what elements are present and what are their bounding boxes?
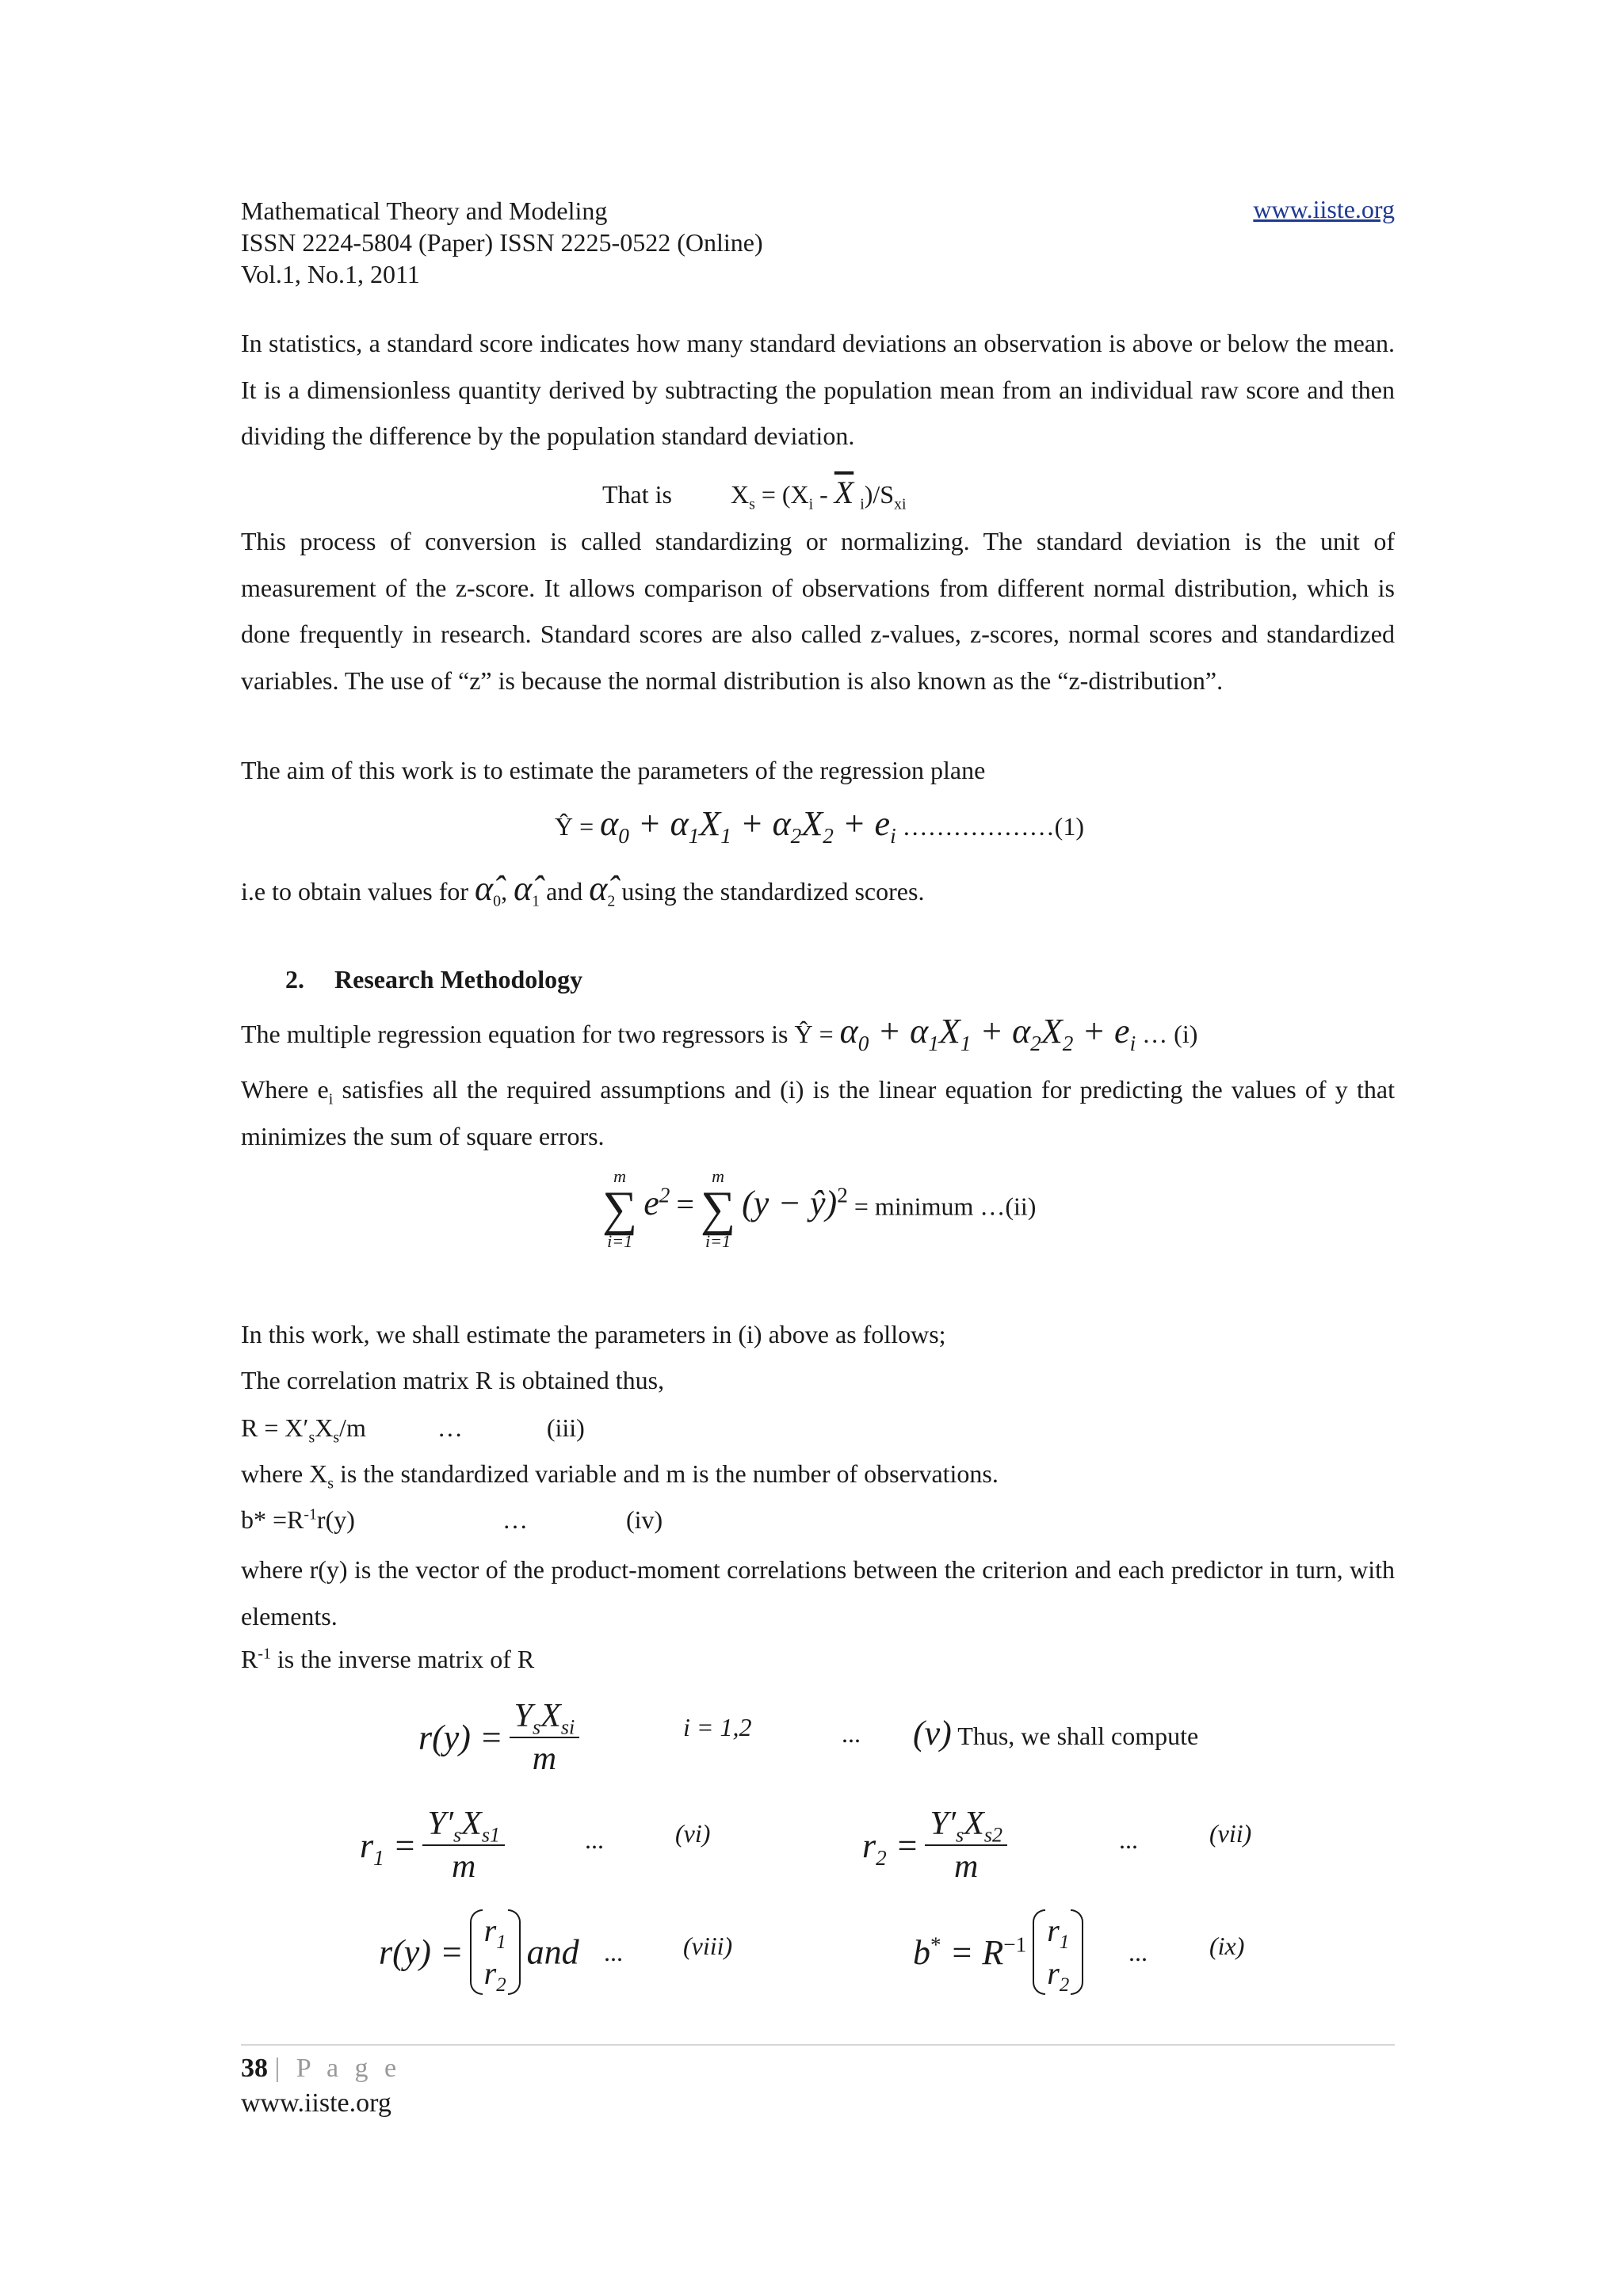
paragraph-obtain-values: i.e to obtain values for $\alphâ_0$, $\alphâ_1$ and $\alphâ_2$ using the standardized scores. xyxy=(241,869,925,910)
equation-8: r(y) = $r_1$ $r_2$ and xyxy=(379,1909,579,1995)
paragraph-standardized-variable: where $X_s$ is the standardized variable and m is the number of observations. xyxy=(241,1459,999,1493)
equation-9: $b^* = R^{-1}$ $r_1$ $r_2$ xyxy=(913,1909,1083,1995)
equation-5: r(y) = $\frac{Y_sX_{si}}{m}$ xyxy=(418,1695,579,1779)
equation-2: m ∑ i=1 $e^2$ = m ∑ i=1 (y − ŷ)$^2$ = minimum …(ii) xyxy=(602,1166,1037,1251)
paragraph-standardizing: This process of conversion is called standardizing or normalizing. The standard deviation is the unit of measurement of the z-score. It allows comparison of observations from different normal distribution, which is done frequently in research. Standard scores are also called z-values, z-scores, normal scores and standardized variables. The use of “z” is because the normal distribution is also known as the “z-distribution”. xyxy=(241,527,1395,695)
header-website-link[interactable]: www.iiste.org xyxy=(1253,195,1395,223)
paragraph-estimate-parameters: In this work, we shall estimate the parameters in (i) above as follows; xyxy=(241,1320,946,1348)
paragraph-product-moment: where r(y) is the vector of the product-moment correlations between the criterion and each predictor in turn, with elements. xyxy=(241,1555,1395,1630)
paragraph-standard-score: In statistics, a standard score indicates how many standard deviations an observation is above or below the mean. It is a dimensionless quantity derived by subtracting the population mean from an individual raw score and then dividing the difference by the population standard deviation. xyxy=(241,329,1395,450)
equation-5-dots: ... xyxy=(842,1719,861,1748)
paragraph-aim: The aim of this work is to estimate the parameters of the regression plane xyxy=(241,756,986,784)
equation-9-dots: ... xyxy=(1128,1938,1148,1966)
journal-volume: Vol.1, No.1, 2011 xyxy=(241,260,420,288)
standardization-equation: That is $X_s = (X_i - \overline{X}$ $_i)/S_{xi}$ xyxy=(602,475,907,513)
equation-8-tag: (viii) xyxy=(683,1932,733,1960)
equation-1-tag: ………………(1) xyxy=(902,812,1084,841)
equation-7-dots: ... xyxy=(1119,1825,1138,1854)
journal-issn: ISSN 2224-5804 (Paper) ISSN 2225-0522 (Online) xyxy=(241,228,763,257)
equation-1: Ŷ = $\alpha_0 + \alpha_1X_1 + \alpha_2X_2 + e_i$ ………………(1) xyxy=(555,804,1084,848)
equation-5-index: i = 1,2 xyxy=(683,1713,752,1741)
section-heading-research-methodology: 2. Research Methodology xyxy=(285,965,583,994)
equation-6-tag: (vi) xyxy=(675,1819,711,1848)
equation-5-row: (v) Thus, we shall compute xyxy=(913,1714,1199,1753)
footer-website[interactable]: www.iiste.org xyxy=(241,2088,391,2118)
paragraph-correlation-matrix: The correlation matrix R is obtained thus, xyxy=(241,1366,665,1394)
equation-6: $r_1$ = $\frac{Y'_sX_{s1}}{m}$ xyxy=(360,1803,505,1887)
paragraph-assumptions: Where $e_i$ satisfies all the required assumptions and (i) is the linear equation for predicting the values of y that minimizes the sum of square errors. xyxy=(241,1075,1396,1150)
equation-3: $R = X'_sX_s/m$ … (iii) xyxy=(241,1413,585,1447)
footer-divider xyxy=(241,2044,1395,2046)
equation-7: $r_2$ = $\frac{Y'_sX_{s2}}{m}$ xyxy=(862,1803,1007,1887)
equation-4: $b* =R^{-1}r(y)$ … (iv) xyxy=(241,1505,663,1534)
paragraph-inverse-matrix: $R^{-1}$ is the inverse matrix of R xyxy=(241,1645,535,1673)
that-is-label: That is xyxy=(602,480,672,509)
equation-6-dots: ... xyxy=(585,1825,604,1854)
footer-page-number: 38 | P a g e xyxy=(241,2054,402,2083)
equation-9-tag: (ix) xyxy=(1209,1932,1245,1960)
equation-8-dots: ... xyxy=(604,1938,623,1966)
paragraph-multiple-regression: The multiple regression equation for two regressors is Ŷ = $\alpha_0 + \alpha_1X_1 + \alpha_2X_2 + e_i$ … (i) xyxy=(241,1012,1198,1055)
equation-7-tag: (vii) xyxy=(1209,1819,1252,1848)
journal-title: Mathematical Theory and Modeling xyxy=(241,196,608,225)
